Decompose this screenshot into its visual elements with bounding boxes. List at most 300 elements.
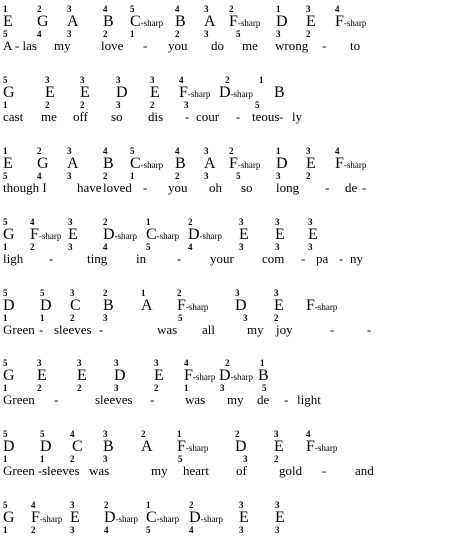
note-letter: D — [3, 438, 15, 455]
finger-number-above: 5 — [40, 429, 45, 439]
lyric-syllable: was — [89, 463, 110, 478]
lyric-syllable: pa — [316, 251, 329, 266]
finger-number-above: 1 — [260, 358, 265, 368]
note-letter: C — [70, 297, 81, 314]
lyric-syllable: in — [136, 251, 147, 266]
lyric-syllable: sleeves — [95, 392, 133, 407]
tab-line-5 — [0, 289, 450, 339]
finger-number-below: 4 — [188, 242, 193, 252]
finger-number-above: 1 — [276, 146, 281, 156]
note-letter: A — [141, 438, 153, 455]
note — [275, 510, 285, 526]
lyric-syllable: my — [227, 392, 244, 407]
note-letter: E — [3, 13, 13, 30]
tab-line-3 — [0, 147, 450, 197]
lyric-syllable: - — [367, 322, 372, 337]
finger-number-below: 5 — [236, 29, 241, 39]
lyric-syllable: though I — [3, 180, 47, 195]
finger-number-below: 4 — [37, 29, 42, 39]
note-letter: A — [67, 155, 79, 172]
note-letter: B — [103, 155, 114, 172]
note — [335, 14, 366, 30]
lyric-syllable: your — [210, 251, 234, 266]
finger-number-above: 3 — [306, 4, 311, 14]
note-accidental: -sharp — [185, 443, 209, 453]
lyric-syllable: loved — [103, 180, 132, 195]
note — [130, 14, 163, 30]
note — [3, 510, 15, 526]
note-letter: D — [189, 509, 201, 526]
note — [70, 298, 81, 314]
note-letter: D — [3, 297, 15, 314]
finger-number-below: 5 — [178, 454, 183, 464]
finger-number-below: 5 — [236, 171, 241, 181]
note — [177, 298, 208, 314]
finger-number-above: 3 — [37, 358, 42, 368]
tab-line-7 — [0, 430, 450, 480]
note-letter: D — [116, 84, 128, 101]
lyric-syllable: - — [54, 392, 59, 407]
note-letter: B — [103, 297, 114, 314]
finger-number-below: 3 — [308, 242, 313, 252]
lyric-syllable: - — [143, 38, 148, 53]
note — [103, 439, 114, 455]
note — [204, 14, 216, 30]
note — [103, 298, 114, 314]
finger-number-below: 5 — [146, 525, 151, 535]
finger-number-above: 4 — [306, 429, 311, 439]
finger-number-below: 2 — [274, 454, 279, 464]
lyric-syllable: cast — [3, 109, 24, 124]
finger-number-below: 3 — [276, 29, 281, 39]
finger-number-above: 2 — [37, 4, 42, 14]
note — [306, 439, 337, 455]
finger-number-above: 1 — [3, 146, 8, 156]
finger-number-below: 2 — [150, 100, 155, 110]
note-letter: B — [103, 13, 114, 30]
note-accidental: -sharp — [114, 231, 138, 241]
lyric-syllable: so — [241, 180, 253, 195]
lyric-syllable: do — [211, 38, 224, 53]
note — [72, 439, 83, 455]
lyric-syllable: - — [284, 392, 289, 407]
note — [68, 227, 78, 243]
note — [114, 368, 126, 384]
note — [275, 227, 285, 243]
finger-number-below: 3 — [220, 383, 225, 393]
finger-number-below: 1 — [3, 525, 8, 535]
finger-number-above: 3 — [204, 4, 209, 14]
lyric-syllable: all — [202, 322, 215, 337]
finger-number-below: 2 — [70, 454, 75, 464]
note — [67, 156, 79, 172]
finger-number-below: 3 — [204, 171, 209, 181]
note — [3, 85, 15, 101]
note-accidental: -sharp — [39, 514, 63, 524]
note-letter: E — [77, 367, 87, 384]
finger-number-below: 5 — [146, 242, 151, 252]
note — [276, 14, 288, 30]
lyric-syllable: - — [325, 180, 330, 195]
finger-number-above: 2 — [229, 4, 234, 14]
lyric-syllable: com — [262, 251, 285, 266]
lyric-syllable: de — [345, 180, 358, 195]
finger-number-below: 3 — [116, 100, 121, 110]
note — [154, 368, 164, 384]
lyric-syllable: Green — [3, 322, 35, 337]
note-letter: E — [274, 438, 284, 455]
note-letter: E — [80, 84, 90, 101]
lyric-syllable: and — [355, 463, 374, 478]
note — [77, 368, 87, 384]
lyric-syllable: Green — [3, 392, 35, 407]
note — [308, 227, 318, 243]
note-accidental: -sharp — [343, 160, 367, 170]
finger-number-below: 2 — [77, 383, 82, 393]
finger-number-above: 3 — [70, 288, 75, 298]
finger-number-above: 3 — [235, 288, 240, 298]
note — [189, 510, 223, 526]
note-letter: A — [204, 155, 216, 172]
finger-number-below: 1 — [3, 313, 8, 323]
note-letter: E — [150, 84, 160, 101]
finger-number-above: 4 — [175, 4, 180, 14]
note — [335, 156, 366, 172]
finger-number-above: 3 — [116, 75, 121, 85]
note-accidental: -sharp — [192, 372, 216, 382]
finger-number-below: 2 — [274, 313, 279, 323]
note-letter: F — [179, 84, 188, 101]
lyric-syllable: love — [101, 38, 124, 53]
note — [40, 439, 52, 455]
tab-line-8 — [0, 501, 450, 551]
note-letter: E — [70, 509, 80, 526]
note — [103, 227, 137, 243]
finger-number-above: 4 — [103, 146, 108, 156]
note — [30, 227, 61, 243]
lyric-syllable: - — [339, 251, 344, 266]
lyric-syllable: - — [362, 180, 367, 195]
note-letter: B — [274, 84, 285, 101]
finger-number-below: 3 — [276, 171, 281, 181]
finger-number-above: 4 — [70, 429, 75, 439]
note — [188, 227, 222, 243]
note — [37, 14, 49, 30]
note — [3, 227, 15, 243]
note — [37, 156, 49, 172]
finger-number-below: 3 — [103, 454, 108, 464]
finger-number-below: 2 — [30, 242, 35, 252]
finger-number-above: 5 — [3, 288, 8, 298]
finger-number-above: 2 — [103, 217, 108, 227]
finger-number-below: 1 — [3, 454, 8, 464]
note-accidental: -sharp — [314, 443, 338, 453]
note-letter: D — [219, 84, 231, 101]
finger-number-above: 1 — [146, 500, 151, 510]
finger-number-below: 2 — [80, 100, 85, 110]
lyric-syllable: - — [150, 392, 155, 407]
note-letter: D — [103, 226, 115, 243]
finger-number-below: 1 — [3, 242, 8, 252]
finger-number-below: 1 — [130, 29, 135, 39]
finger-number-below: 3 — [114, 383, 119, 393]
finger-number-below: 4 — [104, 525, 109, 535]
note-letter: F — [31, 509, 40, 526]
note — [258, 368, 269, 384]
lyric-syllable: oh — [209, 180, 222, 195]
note-accidental: -sharp — [237, 160, 261, 170]
tab-line-2 — [0, 76, 450, 126]
note-letter: B — [258, 367, 269, 384]
finger-number-above: 2 — [177, 288, 182, 298]
finger-number-above: 3 — [274, 429, 279, 439]
note — [3, 368, 15, 384]
note — [3, 14, 13, 30]
lyric-syllable: sleeves — [42, 463, 80, 478]
note-letter: G — [3, 367, 15, 384]
finger-number-above: 4 — [175, 146, 180, 156]
finger-number-below: 2 — [175, 171, 180, 181]
note — [104, 510, 138, 526]
finger-number-below: 3 — [239, 242, 244, 252]
finger-number-above: 1 — [276, 4, 281, 14]
finger-number-above: 4 — [31, 500, 36, 510]
note-letter: F — [306, 297, 315, 314]
note — [177, 439, 208, 455]
finger-number-below: 3 — [243, 313, 248, 323]
finger-number-above: 5 — [130, 146, 135, 156]
lyric-syllable: have — [77, 180, 102, 195]
lyric-syllable: - — [39, 322, 44, 337]
finger-number-above: 2 — [188, 217, 193, 227]
finger-number-below: 3 — [103, 313, 108, 323]
note — [274, 85, 285, 101]
lyric-syllable: - — [236, 109, 241, 124]
finger-number-above: 1 — [259, 75, 264, 85]
note — [219, 368, 253, 384]
lyric-syllable: - — [279, 109, 284, 124]
finger-number-above: 4 — [335, 146, 340, 156]
note-letter: G — [3, 84, 15, 101]
finger-number-above: 3 — [239, 500, 244, 510]
finger-number-above: 3 — [275, 217, 280, 227]
finger-number-above: 3 — [239, 217, 244, 227]
finger-number-below: 2 — [45, 100, 50, 110]
note-letter: C — [130, 155, 141, 172]
lyric-syllable: de — [257, 392, 270, 407]
note-accidental: -sharp — [156, 231, 180, 241]
note — [184, 368, 215, 384]
note — [141, 298, 153, 314]
lyric-syllable: was — [157, 322, 178, 337]
lyric-syllable: - — [301, 251, 306, 266]
note-letter: E — [239, 226, 249, 243]
note-letter: E — [275, 509, 285, 526]
note — [276, 156, 288, 172]
note-accidental: -sharp — [140, 18, 164, 28]
lyric-syllable: - — [330, 322, 335, 337]
finger-number-below: 4 — [189, 525, 194, 535]
finger-number-below: 3 — [67, 171, 72, 181]
finger-number-above: 4 — [184, 358, 189, 368]
lyric-syllable: - — [322, 463, 327, 478]
lyric-syllable: gold — [279, 463, 303, 478]
note — [146, 510, 179, 526]
note-letter: F — [177, 438, 186, 455]
note-accidental: -sharp — [187, 89, 211, 99]
note — [103, 156, 114, 172]
note-letter: D — [276, 13, 288, 30]
finger-number-below: 1 — [40, 454, 45, 464]
note-accidental: -sharp — [140, 160, 164, 170]
finger-number-below: 2 — [154, 383, 159, 393]
note — [3, 156, 13, 172]
note-letter: F — [30, 226, 39, 243]
finger-number-above: 2 — [104, 500, 109, 510]
finger-number-above: 3 — [114, 358, 119, 368]
note — [274, 439, 284, 455]
lyric-syllable: cour — [196, 109, 220, 124]
note — [67, 14, 79, 30]
note-accidental: -sharp — [230, 89, 254, 99]
finger-number-above: 2 — [225, 358, 230, 368]
finger-number-above: 5 — [3, 75, 8, 85]
tab-line-6 — [0, 359, 450, 409]
lyric-syllable: light — [297, 392, 321, 407]
lyric-syllable: - — [38, 463, 43, 478]
note-letter: D — [114, 367, 126, 384]
finger-number-above: 3 — [67, 4, 72, 14]
note-letter: E — [274, 297, 284, 314]
lyric-syllable: dis — [148, 109, 164, 124]
lyric-syllable: - — [49, 251, 54, 266]
finger-number-above: 4 — [103, 4, 108, 14]
note-accidental: -sharp — [314, 302, 338, 312]
note-letter: F — [306, 438, 315, 455]
finger-number-below: 1 — [40, 313, 45, 323]
note-letter: D — [235, 297, 247, 314]
finger-number-below: 2 — [306, 171, 311, 181]
note — [3, 439, 15, 455]
finger-number-above: 4 — [30, 217, 35, 227]
note-letter: G — [37, 155, 49, 172]
note-letter: D — [219, 367, 231, 384]
finger-number-above: 3 — [68, 217, 73, 227]
lyric-syllable: my — [247, 322, 264, 337]
finger-number-above: 3 — [150, 75, 155, 85]
note — [103, 14, 114, 30]
note-accidental: -sharp — [38, 231, 62, 241]
lyric-syllable: - — [185, 109, 190, 124]
note-letter: B — [175, 155, 186, 172]
finger-number-below: 5 — [3, 29, 8, 39]
note — [31, 510, 62, 526]
note-accidental: -sharp — [343, 18, 367, 28]
tab-line-4 — [0, 218, 450, 268]
finger-number-below: 2 — [103, 29, 108, 39]
finger-number-below: 2 — [175, 29, 180, 39]
finger-number-below: 4 — [37, 171, 42, 181]
note-letter: D — [188, 226, 200, 243]
note-letter: E — [3, 155, 13, 172]
note-letter: E — [239, 509, 249, 526]
finger-number-above: 2 — [141, 429, 146, 439]
note-letter: D — [104, 509, 116, 526]
finger-number-above: 3 — [77, 358, 82, 368]
note-letter: F — [335, 155, 344, 172]
note — [306, 298, 337, 314]
finger-number-below: 3 — [70, 525, 75, 535]
lyric-syllable: wrong — [275, 38, 309, 53]
lyric-syllable: Green — [3, 463, 35, 478]
note-letter: E — [37, 367, 47, 384]
note-accidental: -sharp — [185, 302, 209, 312]
lyric-syllable: - — [177, 251, 182, 266]
note-accidental: -sharp — [200, 514, 224, 524]
finger-number-below: 3 — [67, 29, 72, 39]
finger-number-below: 5 — [262, 383, 267, 393]
note-accidental: -sharp — [230, 372, 254, 382]
lyric-syllable: - — [143, 180, 148, 195]
note-letter: E — [45, 84, 55, 101]
finger-number-below: 2 — [306, 29, 311, 39]
lyric-syllable: ligh — [3, 251, 24, 266]
note-accidental: -sharp — [156, 514, 180, 524]
finger-number-above: 3 — [103, 429, 108, 439]
finger-number-below: 1 — [130, 171, 135, 181]
lyric-syllable: me — [242, 38, 258, 53]
note-letter: D — [40, 438, 52, 455]
lyric-syllable: off — [73, 109, 88, 124]
lyric-syllable: my — [151, 463, 168, 478]
finger-number-above: 1 — [141, 288, 146, 298]
note-letter: G — [37, 13, 49, 30]
finger-number-above: 4 — [179, 75, 184, 85]
note — [116, 85, 128, 101]
finger-number-below: 1 — [3, 383, 8, 393]
note — [37, 368, 47, 384]
finger-number-above: 4 — [335, 4, 340, 14]
note-letter: C — [146, 226, 157, 243]
note-letter: F — [335, 13, 344, 30]
finger-number-above: 2 — [235, 429, 240, 439]
lyric-syllable: A - las — [3, 38, 37, 53]
note — [239, 227, 249, 243]
note — [175, 156, 186, 172]
note-letter: F — [184, 367, 193, 384]
lyric-syllable: teous — [252, 109, 280, 124]
note — [219, 85, 253, 101]
note — [175, 14, 186, 30]
note-letter: A — [67, 13, 79, 30]
finger-number-below: 2 — [31, 525, 36, 535]
finger-number-above: 1 — [177, 429, 182, 439]
tab-line-1 — [0, 5, 450, 55]
lyric-syllable: long — [276, 180, 300, 195]
note-letter: G — [3, 226, 15, 243]
finger-number-below: 3 — [68, 242, 73, 252]
finger-number-above: 1 — [146, 217, 151, 227]
note — [229, 14, 260, 30]
lyric-syllable: you — [168, 38, 188, 53]
lyric-syllable: sleeves — [54, 322, 92, 337]
finger-number-above: 2 — [229, 146, 234, 156]
finger-number-above: 2 — [225, 75, 230, 85]
lyric-syllable: me — [41, 109, 57, 124]
finger-number-above: 5 — [3, 217, 8, 227]
lyric-syllable: - — [99, 322, 104, 337]
lyric-syllable: of — [236, 463, 247, 478]
